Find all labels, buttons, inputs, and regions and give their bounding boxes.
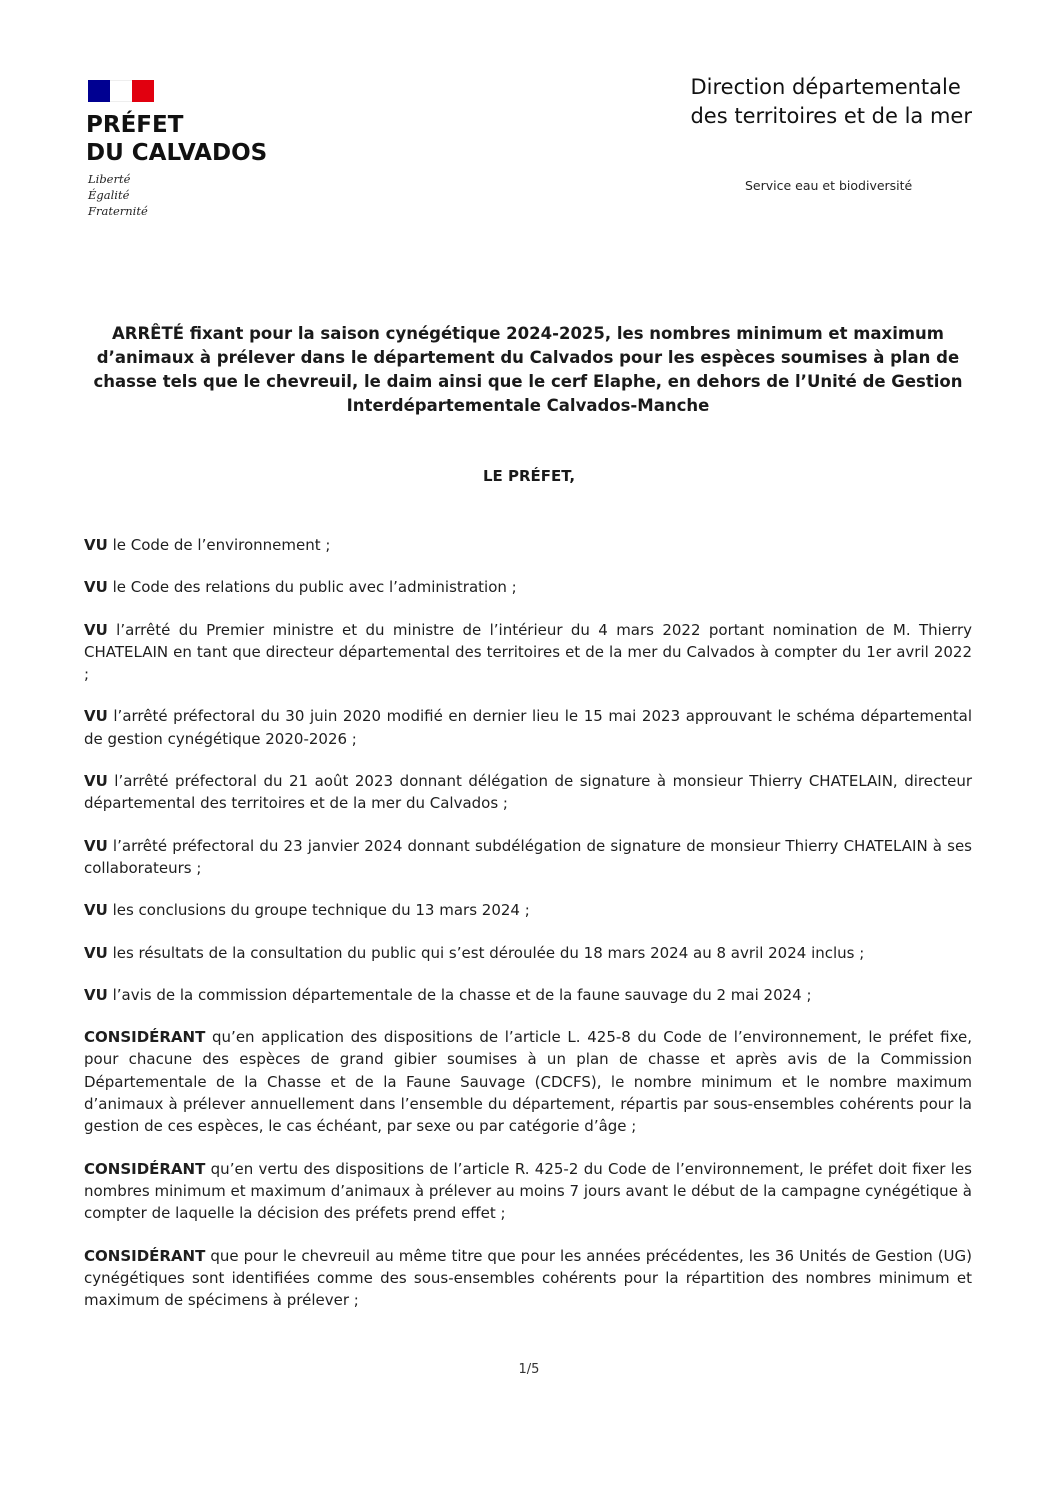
flag-blue-band — [88, 80, 110, 102]
flag-red-band — [132, 80, 154, 102]
paragraph-text: qu’en vertu des dispositions de l’article R. 425-2 du Code de l’environnement, le préfet doit fixer les nombres minimum et maximum d’animaux à prélever au moins 7 jours avant le début de la campagne cynégétique à compter de laquelle la décision des préfets prend effet ; — [84, 1159, 972, 1223]
paragraph-vu-nomination — [84, 619, 972, 686]
paragraph-lead: VU — [84, 772, 108, 791]
prefecture-logo-text — [86, 111, 267, 167]
paragraph-text: l’arrêté préfectoral du 30 juin 2020 modifié en dernier lieu le 15 mai 2023 approuvant le schéma départemental de gestion cynégétique 2020-2026 ; — [84, 707, 972, 748]
paragraph-text: le Code de l’environnement ; — [107, 536, 331, 554]
paragraph-lead: VU — [84, 707, 108, 726]
republic-motto — [88, 171, 148, 219]
marianne-flag-logo — [88, 80, 154, 102]
paragraph-lead: VU — [84, 620, 108, 639]
paragraph-vu-cdcfs-avis — [84, 984, 972, 1006]
direction-heading — [690, 73, 972, 131]
motto-liberte: Liberté — [88, 172, 131, 186]
paragraph-text: le Code des relations du public avec l’administration ; — [107, 578, 517, 597]
paragraph-vu-code-env — [84, 534, 972, 556]
motto-fraternite: Fraternité — [88, 204, 148, 218]
service-name: Service eau et biodiversité — [745, 178, 913, 193]
paragraph-lead: CONSIDÉRANT — [84, 1246, 206, 1265]
paragraph-text: qu’en application des dispositions de l’article L. 425-8 du Code de l’environnement, le préfet fixe, pour chacune des espèces de grand gibier soumises à un plan de chasse et après avis de la Commission Départementale de la Chasse et de la Faune Sauvage (CDCFS), le nombre minimum et le nombre maximum d’animaux à prélever annuellement dans l’ensemble du département, répartis par sous-ensembles cohérents pour la gestion de ces espèces, le cas échéant, par sexe ou par catégorie d’âge ; — [84, 1028, 972, 1136]
document-body — [84, 534, 972, 1331]
paragraph-vu-groupe-technique — [84, 899, 972, 921]
flag-white-band — [110, 80, 132, 102]
paragraph-lead: CONSIDÉRANT — [84, 1028, 206, 1047]
paragraph-lead: VU — [84, 901, 108, 920]
paragraph-lead: VU — [84, 985, 108, 1004]
paragraph-vu-consultation — [84, 942, 972, 964]
paragraph-text: les résultats de la consultation du public qui s’est déroulée du 18 mars 2024 au 8 avril 2024 inclus ; — [107, 943, 865, 962]
paragraph-vu-code-relations — [84, 576, 972, 598]
paragraph-text: les conclusions du groupe technique du 13 mars 2024 ; — [107, 901, 530, 920]
page-number: 1/5 — [518, 1362, 540, 1377]
paragraph-vu-subdelegation — [84, 835, 972, 880]
paragraph-vu-schema — [84, 705, 972, 750]
document-title: ARRÊTÉ fixant pour la saison cynégétique 2024-2025, les nombres minimum et maximum d’animaux à prélever dans le département du Calvados pour les espèces soumises à plan de chasse tels que le chevreuil, le daim ainsi que le cerf Elaphe, en dehors de l’Unité de Gestion Interdépartementale Calvados-Manche — [93, 324, 963, 415]
paragraph-lead: VU — [84, 836, 108, 855]
direction-line-1: Direction départementale — [690, 75, 961, 99]
paragraph-text: l’arrêté préfectoral du 23 janvier 2024 donnant subdélégation de signature de monsieur Thierry CHATELAIN à ses collaborateurs ; — [84, 836, 972, 877]
logo-line-1: PRÉFET — [86, 112, 184, 138]
direction-line-2: des territoires et de la mer — [690, 104, 972, 128]
authority-heading: LE PRÉFET, — [482, 467, 576, 485]
paragraph-considerant-r425-2 — [84, 1158, 972, 1225]
paragraph-text: l’arrêté préfectoral du 21 août 2023 donnant délégation de signature à monsieur Thierry CHATELAIN, directeur départemental des territoires et de la mer du Calvados ; — [84, 772, 972, 813]
paragraph-lead: VU — [84, 943, 108, 962]
paragraph-vu-delegation — [84, 770, 972, 815]
paragraph-lead: VU — [84, 578, 108, 597]
paragraph-considerant-chevreuil-ug — [84, 1245, 972, 1312]
paragraph-lead: CONSIDÉRANT — [84, 1159, 206, 1178]
paragraph-considerant-l425-8 — [84, 1026, 972, 1137]
paragraph-lead: VU — [84, 536, 108, 554]
paragraph-text: l’arrêté du Premier ministre et du ministre de l’intérieur du 4 mars 2022 portant nomination de M. Thierry CHATELAIN en tant que directeur départemental des territoires et de la mer du Calvados à compter du 1er avril 2022 ; — [84, 620, 972, 684]
motto-egalite: Égalité — [88, 188, 130, 202]
logo-line-2: DU CALVADOS — [86, 140, 268, 166]
paragraph-text: que pour le chevreuil au même titre que pour les années précédentes, les 36 Unités de Gestion (UG) cynégétiques sont identifiées comme des sous-ensembles cohérents pour la répartition des nombres minimum et maximum de spécimens à prélever ; — [84, 1246, 972, 1310]
paragraph-text: l’avis de la commission départementale de la chasse et de la faune sauvage du 2 mai 2024 ; — [107, 985, 812, 1004]
